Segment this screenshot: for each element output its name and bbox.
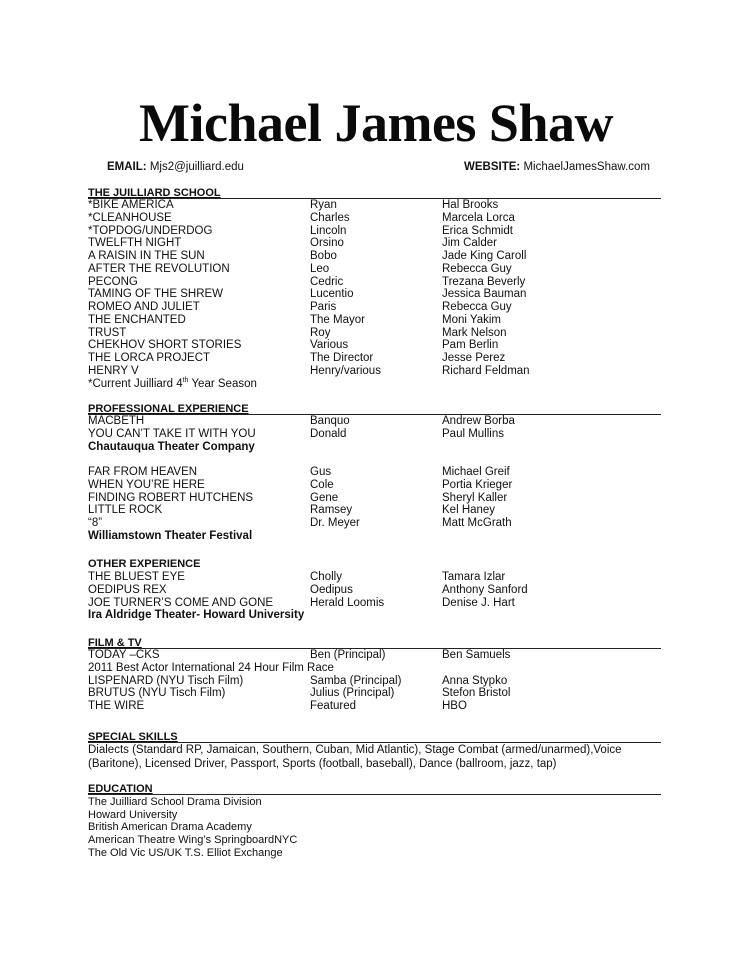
credit-row (88, 212, 661, 225)
credit-role: Bobo (310, 250, 337, 262)
section-heading: PROFESSIONAL EXPERIENCE (88, 403, 249, 415)
credit-role: Cholly (310, 571, 342, 583)
section-heading: OTHER EXPERIENCE (88, 558, 201, 570)
credit-role: Samba (Principal) (310, 674, 402, 687)
credit-row (88, 584, 661, 597)
credit-row (88, 415, 661, 428)
credit-row (88, 276, 661, 289)
credit-director: Denise J. Hart (442, 596, 515, 609)
credit-role: Gus (310, 466, 332, 478)
credit-title: THE BLUEST EYE (88, 571, 185, 583)
credit-title: THE ENCHANTED (88, 313, 186, 326)
credit-title: FAR FROM HEAVEN (88, 466, 198, 478)
credit-row (88, 428, 661, 441)
education-section (88, 783, 661, 859)
credit-role: Henry/various (310, 364, 381, 377)
credit-row (88, 700, 661, 713)
credit-director: Kel Haney (442, 504, 496, 517)
credit-role: Roy (310, 326, 331, 339)
credit-role: Cole (310, 478, 334, 491)
credit-row (88, 199, 661, 212)
credit-director: Rebecca Guy (442, 262, 512, 275)
credit-title: “8” (88, 517, 103, 529)
credit-director: Trezana Beverly (442, 275, 526, 288)
resume-name: Michael James Shaw (139, 93, 613, 153)
credit-row (88, 314, 661, 327)
credit-role: Donald (310, 427, 347, 440)
credit-row (88, 365, 661, 378)
credit-row (88, 301, 661, 314)
credit-row (88, 649, 661, 662)
credit-title: TAMING OF THE SHREW (88, 288, 224, 301)
venue-label: Chautauqua Theater Company (88, 440, 255, 453)
credit-row (88, 479, 661, 492)
credit-role: Orsino (310, 237, 344, 250)
credit-row (88, 327, 661, 340)
section-rule (88, 742, 661, 743)
credit-row (88, 492, 661, 505)
credit-title: A RAISIN IN THE SUN (88, 250, 205, 262)
credit-row (88, 675, 661, 688)
credit-row (88, 504, 661, 517)
venue-label: Williamstown Theater Festival (88, 529, 253, 542)
credit-director: Jade King Caroll (442, 250, 527, 262)
section-heading: EDUCATION (88, 783, 153, 795)
credit-director: Paul Mullins (442, 427, 504, 440)
credit-row (88, 250, 661, 263)
credit-role: Lucentio (310, 288, 354, 301)
credit-director: Sheryl Kaller (442, 491, 508, 504)
credit-role: Banquo (310, 415, 350, 427)
credit-role: Cedric (310, 275, 344, 288)
credit-role: Paris (310, 301, 337, 313)
website-line (464, 160, 650, 174)
credit-title: HENRY V (88, 364, 139, 377)
credit-role: Herald Loomis (310, 596, 385, 609)
credit-role: Oedipus (310, 583, 353, 596)
section-heading: THE JUILLIARD SCHOOL (88, 187, 221, 199)
season-note: *Current Juilliard 4th Year Season (88, 376, 257, 390)
credit-title: *TOPDOG/UNDERDOG (88, 224, 213, 237)
credit-title: MACBETH (88, 415, 145, 427)
credit-role: Gene (310, 491, 339, 504)
credit-title: CHEKHOV SHORT STORIES (88, 339, 242, 352)
section-rule (88, 794, 661, 795)
credit-row (88, 339, 661, 352)
email-value[interactable]: Mjs2@juilliard.edu (149, 161, 244, 173)
credit-director: Anthony Sanford (442, 583, 528, 596)
professional-section (88, 403, 661, 543)
credit-title: *CLEANHOUSE (88, 211, 172, 224)
credit-title: BRUTUS (NYU Tisch Film) (88, 687, 226, 700)
education-item: Howard University (88, 808, 178, 821)
credit-director: Richard Feldman (442, 364, 530, 377)
credit-director: Anna Stypko (442, 674, 508, 687)
section-heading: SPECIAL SKILLS (88, 731, 178, 743)
credit-role: Dr. Meyer (310, 517, 360, 529)
credit-title: TODAY –CKS (88, 649, 160, 661)
credit-role: Ramsey (310, 504, 353, 517)
credit-role: Various (310, 339, 349, 352)
education-item: American Theatre Wing’s SpringboardNYC (88, 834, 298, 847)
credit-row (88, 517, 661, 530)
credit-role: Julius (Principal) (310, 687, 395, 700)
credit-role: Charles (310, 211, 350, 224)
credit-row (88, 225, 661, 238)
credit-title: YOU CAN’T TAKE IT WITH YOU (88, 427, 256, 440)
credit-row (88, 597, 661, 610)
credit-director: Jesse Perez (442, 352, 506, 364)
credit-director: Marcela Lorca (442, 211, 515, 224)
credit-title: WHEN YOU’RE HERE (88, 478, 205, 491)
credit-row (88, 352, 661, 365)
credit-title: THE LORCA PROJECT (88, 352, 211, 364)
credit-role: The Mayor (310, 313, 365, 326)
credit-director: Matt McGrath (442, 517, 512, 529)
credit-role: Featured (310, 700, 357, 712)
credit-director: Rebecca Guy (442, 301, 512, 313)
credit-title: LITTLE ROCK (88, 504, 163, 517)
credit-row (88, 466, 661, 479)
skills-text: Dialects (Standard RP, Jamaican, Southern, Cuban, Mid Atlantic), Stage Combat (armed/unarmed),Voice (Baritone), Licensed Driver, Passport, Sports (football, baseball), Dance (ballroom, jazz, tap) (88, 744, 622, 770)
credit-list (88, 675, 661, 713)
credit-director: Portia Krieger (442, 478, 513, 491)
credit-list (88, 199, 661, 378)
credit-director: Pam Berlin (442, 339, 499, 352)
credit-title: OEDIPUS REX (88, 583, 167, 596)
credit-row (88, 571, 661, 584)
education-item: The Old Vic US/UK T.S. Elliot Exchange (88, 846, 283, 859)
credit-title: PECONG (88, 275, 138, 288)
credit-director: Stefon Bristol (442, 687, 511, 700)
credit-role: Ryan (310, 199, 337, 211)
credit-role: Ben (Principal) (310, 649, 386, 661)
credit-row (88, 237, 661, 250)
credit-director: Jessica Bauman (442, 288, 527, 301)
credit-title: THE WIRE (88, 700, 145, 712)
credit-title: FINDING ROBERT HUTCHENS (88, 491, 254, 504)
credit-director: Hal Brooks (442, 199, 499, 211)
credit-row (88, 263, 661, 276)
section-heading: FILM & TV (88, 637, 142, 649)
credit-director: Michael Greif (442, 466, 510, 478)
credit-director: Andrew Borba (442, 415, 515, 427)
credit-list (88, 466, 661, 530)
film-section (88, 637, 661, 713)
email-line (107, 160, 244, 174)
credit-director: Mark Nelson (442, 326, 507, 339)
credit-title: AFTER THE REVOLUTION (88, 262, 230, 275)
credit-role: Leo (310, 262, 330, 275)
credit-director: Ben Samuels (442, 649, 511, 661)
credit-title: ROMEO AND JULIET (88, 301, 200, 313)
credit-list (88, 571, 661, 609)
credit-director: Tamara Izlar (442, 571, 506, 583)
education-item: British American Drama Academy (88, 821, 252, 834)
credit-title: *BIKE AMERICA (88, 199, 174, 211)
credit-director: Erica Schmidt (442, 224, 513, 237)
other-section (88, 558, 661, 623)
credit-role: The Director (310, 352, 374, 364)
credit-list (88, 415, 661, 441)
education-item: The Juilliard School Drama Division (88, 796, 262, 808)
award-line: 2011 Best Actor International 24 Hour Film Race (88, 661, 334, 674)
credit-row (88, 288, 661, 301)
skills-section (88, 731, 661, 771)
credit-title: TRUST (88, 326, 127, 339)
website-value[interactable]: MichaelJamesShaw.com (523, 161, 650, 173)
credit-title: TWELFTH NIGHT (88, 237, 182, 250)
credit-director: Jim Calder (442, 237, 497, 250)
credit-director: HBO (442, 700, 467, 712)
credit-role: Lincoln (310, 224, 347, 237)
email-label: EMAIL: (107, 161, 147, 173)
credit-director: Moni Yakim (442, 313, 502, 326)
credit-row (88, 687, 661, 700)
credit-title: JOE TURNER’S COME AND GONE (88, 596, 274, 609)
credit-title: LISPENARD (NYU Tisch Film) (88, 674, 244, 687)
venue-label: Ira Aldridge Theater- Howard University (88, 609, 305, 622)
juilliard-section (88, 187, 661, 390)
website-label: WEBSITE: (464, 161, 521, 173)
